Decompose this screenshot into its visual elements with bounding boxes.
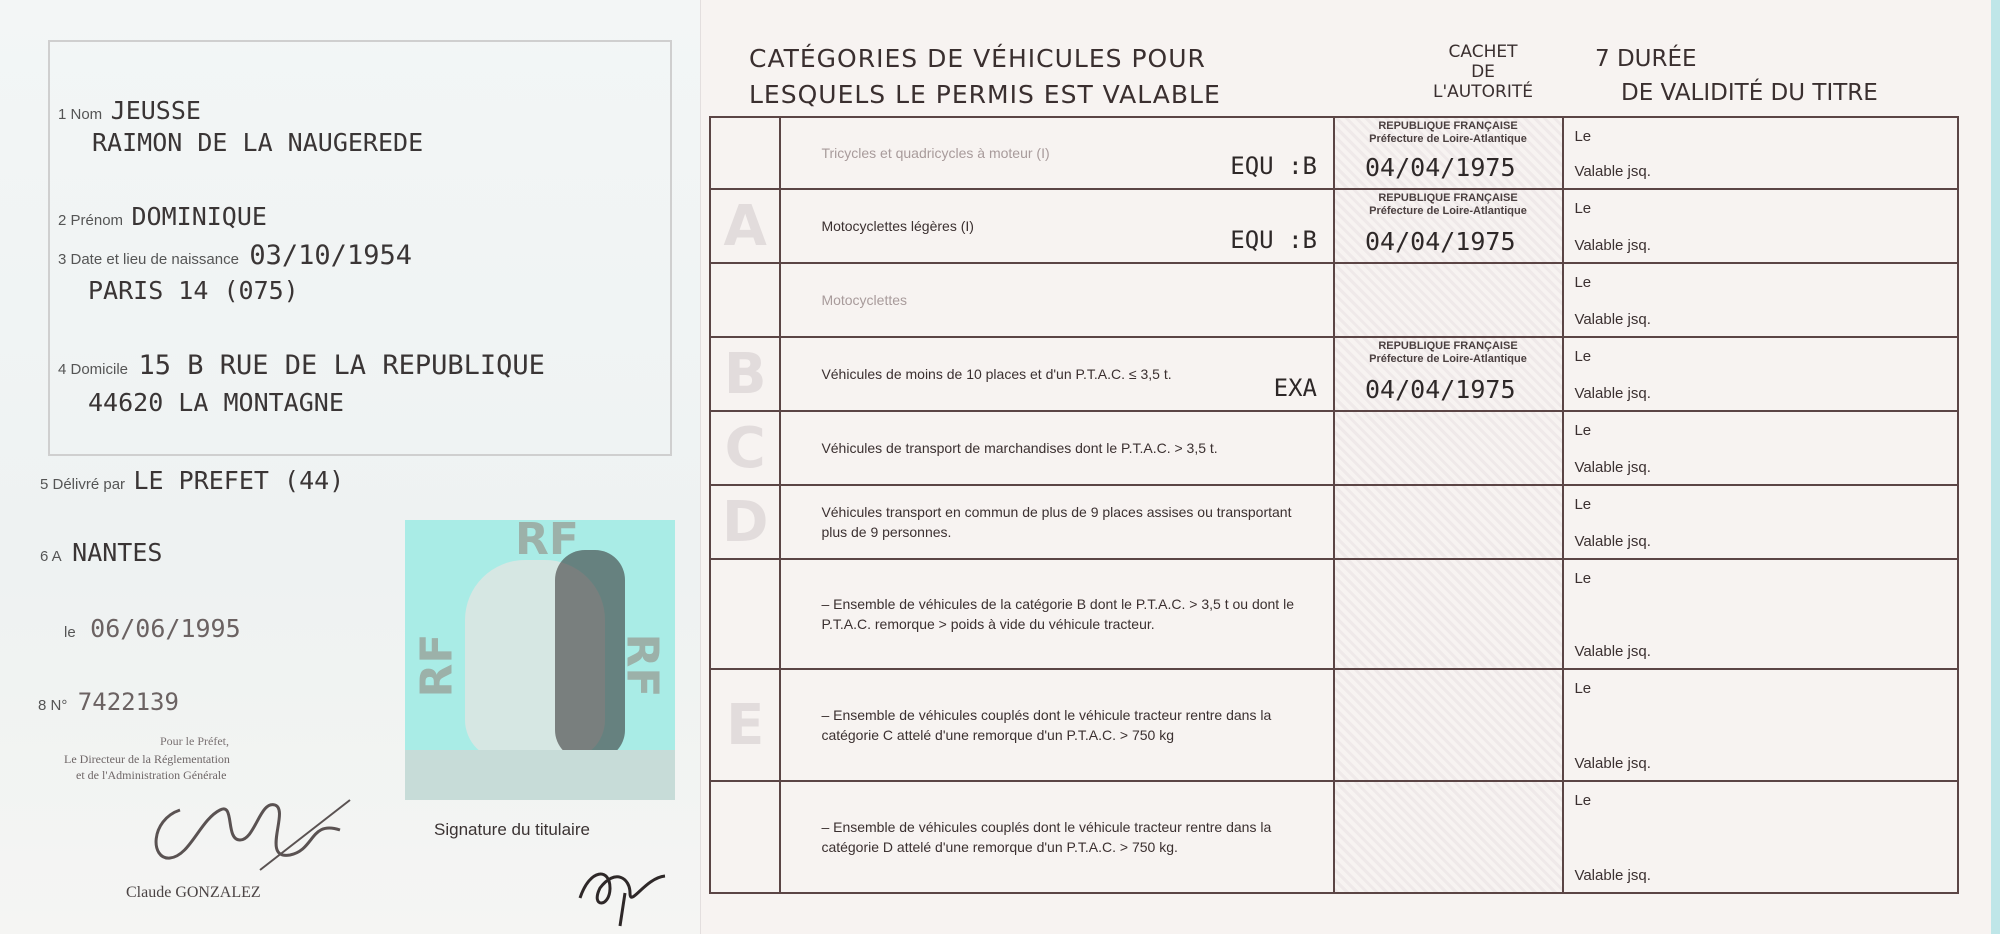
stamp-line2: Préfecture de Loire-Atlantique [1369,205,1527,217]
validity-cell [1563,337,1958,411]
category-description: – Ensemble de véhicules couplés dont le véhicule tracteur rentre dans la catégorie C attelé d'une remorque d'un P.T.A.C. > 750 kg [821,707,1272,743]
stamp-line1: REPUBLIQUE FRANÇAISE [1378,120,1518,132]
category-row [710,485,1958,559]
validity-cell [1563,781,1958,893]
directeur-line1: Le Directeur de la Réglementation [64,752,230,766]
header-duree-line1: 7 DURÉE [1595,46,1697,72]
prenom-value: DOMINIQUE [131,202,267,231]
validity-cell [1563,263,1958,337]
header-categories-line2: LESQUELS LE PERMIS EST VALABLE [749,80,1221,109]
delivre-row [40,466,344,495]
date-label: le [64,624,76,641]
validity-le-label: Le [1574,680,1592,697]
category-letter-text: D [721,489,769,555]
validity-le-label: Le [1574,128,1592,145]
signatory-name: Claude GONZALEZ [126,884,261,901]
validity-cell [1563,411,1958,485]
numero-label: 8 N° [38,697,68,714]
category-row [710,669,1958,781]
prefect-signature [140,780,370,890]
category-code: EQU :B [1230,226,1317,254]
stamp-text [1339,120,1557,146]
prenom-label: 2 Prénom [58,212,124,229]
authority-stamp-cell [1334,669,1563,781]
category-row [710,337,1958,411]
category-row [710,411,1958,485]
category-cell [780,559,1334,669]
category-description: Véhicules transport en commun de plus de 9 places assises ou transportant plus de 9 personnes. [821,504,1292,540]
validity-le-label: Le [1574,422,1592,439]
lieu-label: 6 A [40,548,62,565]
category-letter [710,263,780,337]
date-row [64,614,241,643]
category-letter [710,411,780,485]
category-description: Motocyclettes [821,292,908,308]
header-cachet-line3: L'AUTORITÉ [1433,82,1533,102]
category-cell [780,669,1334,781]
validity-until-label: Valable jsq. [1574,385,1651,402]
validity-until-label: Valable jsq. [1574,533,1651,550]
validity-le-label: Le [1574,496,1592,513]
holder-signature [570,848,680,928]
header-cachet [1413,42,1553,102]
photo-hair [555,550,625,760]
domicile-label: 4 Domicile [58,361,129,378]
naissance-label: 3 Date et lieu de naissance [58,251,239,268]
validity-cell [1563,117,1958,189]
stamp-line2: Préfecture de Loire-Atlantique [1369,353,1527,365]
category-letter [710,189,780,263]
authority-stamp-cell [1334,117,1563,189]
stamp-date: 04/04/1975 [1364,153,1516,182]
photo-watermark-right: RF [616,633,668,698]
category-letter-text: C [724,415,766,481]
validity-until-label: Valable jsq. [1574,755,1651,772]
validity-until-label: Valable jsq. [1574,867,1651,884]
authority-stamp-cell [1334,337,1563,411]
category-description: – Ensemble de véhicules couplés dont le véhicule tracteur rentre dans la catégorie D attelé d'une remorque d'un P.T.A.C. > 750 kg. [821,819,1272,855]
signature-titulaire-label: Signature du titulaire [434,820,590,839]
authority-stamp-cell [1334,485,1563,559]
delivre-label: 5 Délivré par [40,476,126,493]
category-letter [710,559,780,669]
domicile-row [58,350,545,381]
authority-stamp-cell [1334,411,1563,485]
category-row [710,781,1958,893]
category-letter [710,117,780,189]
validity-until-label: Valable jsq. [1574,163,1651,180]
category-row [710,263,1958,337]
categories-table [709,116,1959,894]
pour-prefet: Pour le Préfet, [160,734,229,748]
numero-value: 7422139 [77,688,179,716]
validity-le-label: Le [1574,570,1592,587]
category-cell [780,411,1334,485]
date-value: 06/06/1995 [90,614,241,643]
stamp-line1: REPUBLIQUE FRANÇAISE [1378,340,1518,352]
validity-cell [1563,669,1958,781]
validity-cell [1563,189,1958,263]
license-left-page [0,0,700,934]
nom-label: 1 Nom [58,106,103,123]
category-letter [710,781,780,893]
header-duree-line2: DE VALIDITÉ DU TITRE [1621,80,1878,106]
nom-row [58,96,201,125]
validity-cell [1563,559,1958,669]
prenom-row [58,202,267,231]
category-cell [780,485,1334,559]
stamp-date: 04/04/1975 [1364,375,1516,404]
category-code: EXA [1273,374,1317,402]
validity-until-label: Valable jsq. [1574,643,1651,660]
category-code: EQU :B [1230,152,1317,180]
category-row [710,189,1958,263]
stamp-text [1339,192,1557,218]
domicile-line2: 44620 LA MONTAGNE [88,388,344,417]
category-description: Véhicules de transport de marchandises dont le P.T.A.C. > 3,5 t. [821,440,1218,456]
header-categories-line1: CATÉGORIES DE VÉHICULES POUR [749,44,1206,73]
holder-photo [405,520,675,800]
stamp-line1: REPUBLIQUE FRANÇAISE [1378,192,1518,204]
category-cell [780,337,1334,411]
lieu-row [40,538,162,567]
category-cell [780,189,1334,263]
validity-until-label: Valable jsq. [1574,237,1651,254]
authority-stamp-cell [1334,781,1563,893]
lieu-value: NANTES [72,538,163,567]
delivre-value: LE PREFET (44) [133,466,345,495]
validity-le-label: Le [1574,274,1592,291]
naissance-date: 03/10/1954 [249,240,412,271]
category-description: Véhicules de moins de 10 places et d'un P.T.A.C. ≤ 3,5 t. [821,366,1172,382]
naissance-lieu: PARIS 14 (075) [88,276,299,305]
category-row [710,117,1958,189]
photo-watermark-top: RF [515,520,579,565]
domicile-line1: 15 B RUE DE LA REPUBLIQUE [138,350,545,381]
validity-le-label: Le [1574,792,1592,809]
category-letter [710,485,780,559]
validity-until-label: Valable jsq. [1574,311,1651,328]
authority-stamp-cell [1334,189,1563,263]
stamp-text [1339,340,1557,366]
category-row [710,559,1958,669]
nom-value: JEUSSE [110,96,201,125]
validity-le-label: Le [1574,200,1592,217]
category-description: Tricycles et quadricycles à moteur (I) [821,145,1050,161]
category-letter-text: B [723,341,767,407]
nom-line2: RAIMON DE LA NAUGEREDE [92,128,424,157]
stamp-date: 04/04/1975 [1364,227,1516,256]
validity-le-label: Le [1574,348,1592,365]
validity-cell [1563,485,1958,559]
validity-until-label: Valable jsq. [1574,459,1651,476]
directeur-line2: et de l'Administration Générale [76,768,227,782]
photo-watermark-left: RF [411,633,463,698]
stamp-line2: Préfecture de Loire-Atlantique [1369,133,1527,145]
photo-shoulders [405,750,675,800]
category-letter-text: E [726,692,765,758]
category-cell [780,263,1334,337]
category-description: Motocyclettes légères (I) [821,218,974,234]
numero-row [38,688,179,716]
category-description: – Ensemble de véhicules de la catégorie B dont le P.T.A.C. > 3,5 t ou dont le P.T.A.C. remorque > poids à vide du véhicule tracteur. [821,596,1294,632]
category-letter-text: A [723,193,767,259]
category-cell [780,781,1334,893]
license-right-page [700,0,1991,934]
category-letter [710,337,780,411]
header-cachet-line1: CACHET [1448,42,1518,62]
category-cell [780,117,1334,189]
header-cachet-line2: DE [1471,62,1495,82]
naissance-row [58,240,412,271]
category-letter [710,669,780,781]
authority-stamp-cell [1334,559,1563,669]
authority-stamp-cell [1334,263,1563,337]
